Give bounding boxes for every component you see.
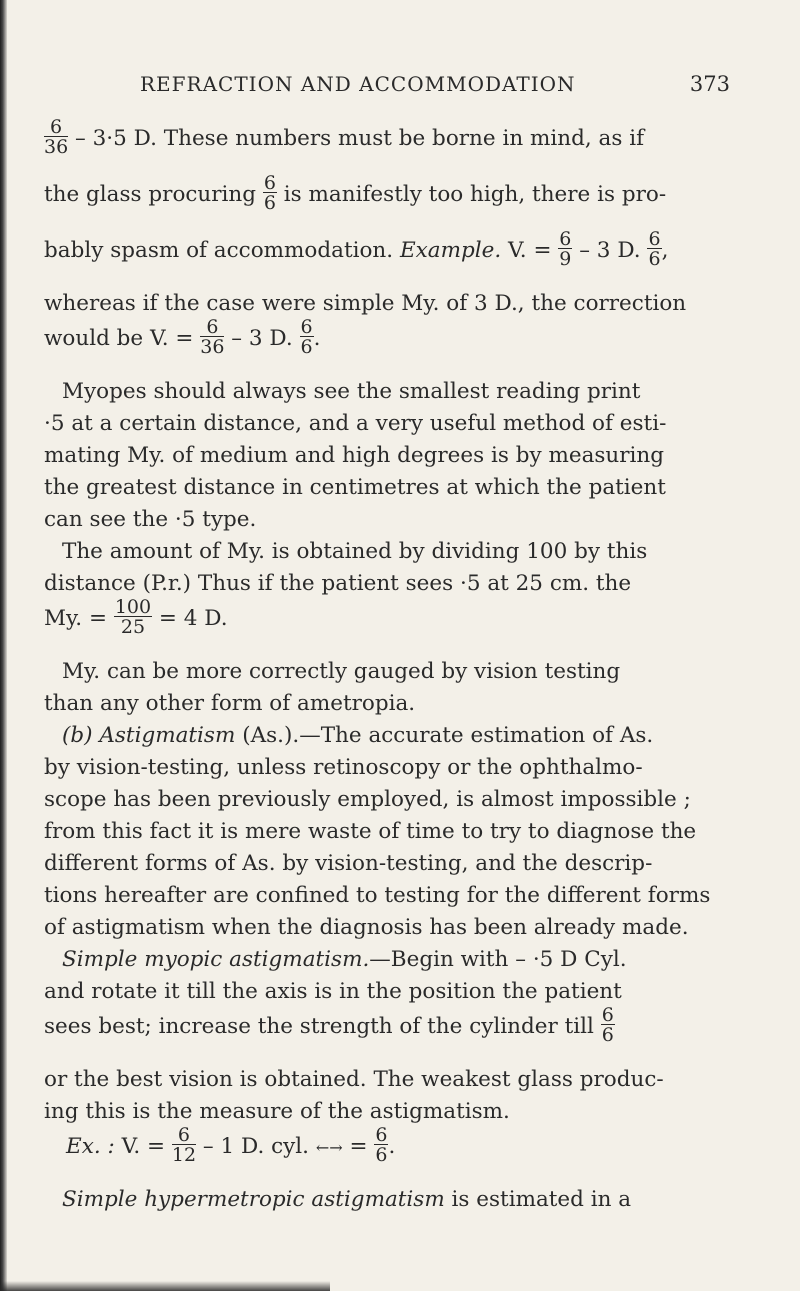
paragraph-line: the greatest distance in centimetres at which the patient [44,475,666,500]
page-number: 373 [689,72,730,96]
paragraph-line: than any other form of ametropia. [44,691,416,716]
paragraph-line: of astigmatism when the diagnosis has been already made. [44,915,689,940]
paragraph-line: sees best; increase the strength of the cylinder till $\frac{6}{6}$ [44,1004,614,1046]
example-line: Ex. : V. = $\frac{6}{12}$ – 1 D. cyl. ←→ = $\frac{6}{6}$ . [66,1124,396,1166]
paragraph-line: can see the ·5 type. [44,507,257,532]
fraction: $\frac{6}{36}$ [44,116,69,158]
paragraph-line: and rotate it till the axis is in the position the patient [44,979,622,1004]
page-bottom-shadow [0,1281,330,1291]
paragraph-line: or the best vision is obtained. The weakest glass produc- [44,1067,664,1092]
line-1: $\frac{6}{36}$ – 3·5 D. These numbers must be borne in mind, as if [44,116,645,158]
page-body [44,116,760,1216]
line-3: bably spasm of accommodation. Example. V. = $\frac{6}{9}$ – 3 D. $\frac{6}{6}$ , [44,228,669,270]
line-2: the glass procuring $\frac{6}{6}$ is manifestly too high, there is pro- [44,172,667,214]
line-4: whereas if the case were simple My. of 3 D., the correction [44,291,687,316]
fraction: $\frac{6}{6}$ [263,172,276,214]
paragraph-line: ing this is the measure of the astigmatism. [44,1099,510,1124]
paragraph-line: Myopes should always see the smallest reading print [62,379,641,404]
paragraph-line: My. can be more correctly gauged by vision testing [62,659,621,684]
paragraph-line: mating My. of medium and high degrees is by measuring [44,443,665,468]
subsection-heading: Simple hypermetropic astigmatism [62,1187,445,1212]
fraction: $\frac{6}{6}$ [601,1004,614,1046]
paragraph-line: different forms of As. by vision-testing, and the descrip- [44,851,653,876]
line-5: would be V. = $\frac{6}{36}$ – 3 D. $\frac{6}{6}$ . [44,316,321,358]
subsection-heading-line: Simple myopic astigmatism.—Begin with – ·5 D Cyl. [62,947,627,972]
paragraph-line: by vision-testing, unless retinoscopy or the ophthalmo- [44,755,643,780]
running-title: REFRACTION AND ACCOMMODATION [140,72,576,96]
subsection-heading-line: Simple hypermetropic astigmatism is estimated in a [62,1187,632,1212]
fraction: $\frac{6}{6}$ [648,228,661,270]
paragraph-line: distance (P.r.) Thus if the patient sees ·5 at 25 cm. the [44,571,632,596]
fraction: $\frac{6}{36}$ [200,316,225,358]
fraction: $\frac{6}{6}$ [375,1124,388,1166]
page-binding-edge [0,0,7,1291]
fraction: $\frac{6}{9}$ [559,228,572,270]
double-arrow-icon: ←→ [315,1138,343,1157]
equation-line: My. = $\frac{100}{25}$ = 4 D. [44,596,228,638]
paragraph-line: tions hereafter are confined to testing for the different forms [44,883,711,908]
paragraph-line: from this fact it is mere waste of time to try to diagnose the [44,819,697,844]
subsection-heading: Simple myopic astigmatism. [62,947,370,972]
page-header [40,72,760,102]
paragraph-line: The amount of My. is obtained by dividing 100 by this [62,539,648,564]
section-heading-line: (b) Astigmatism (As.).—The accurate estimation of As. [62,723,654,748]
section-heading: (b) Astigmatism [62,723,236,748]
fraction: $\frac{6}{12}$ [171,1124,197,1166]
paragraph-line: scope has been previously employed, is almost impossible ; [44,787,691,812]
paragraph-line: ·5 at a certain distance, and a very useful method of esti- [44,411,667,436]
fraction: $\frac{100}{25}$ [114,596,152,638]
fraction: $\frac{6}{6}$ [300,316,313,358]
